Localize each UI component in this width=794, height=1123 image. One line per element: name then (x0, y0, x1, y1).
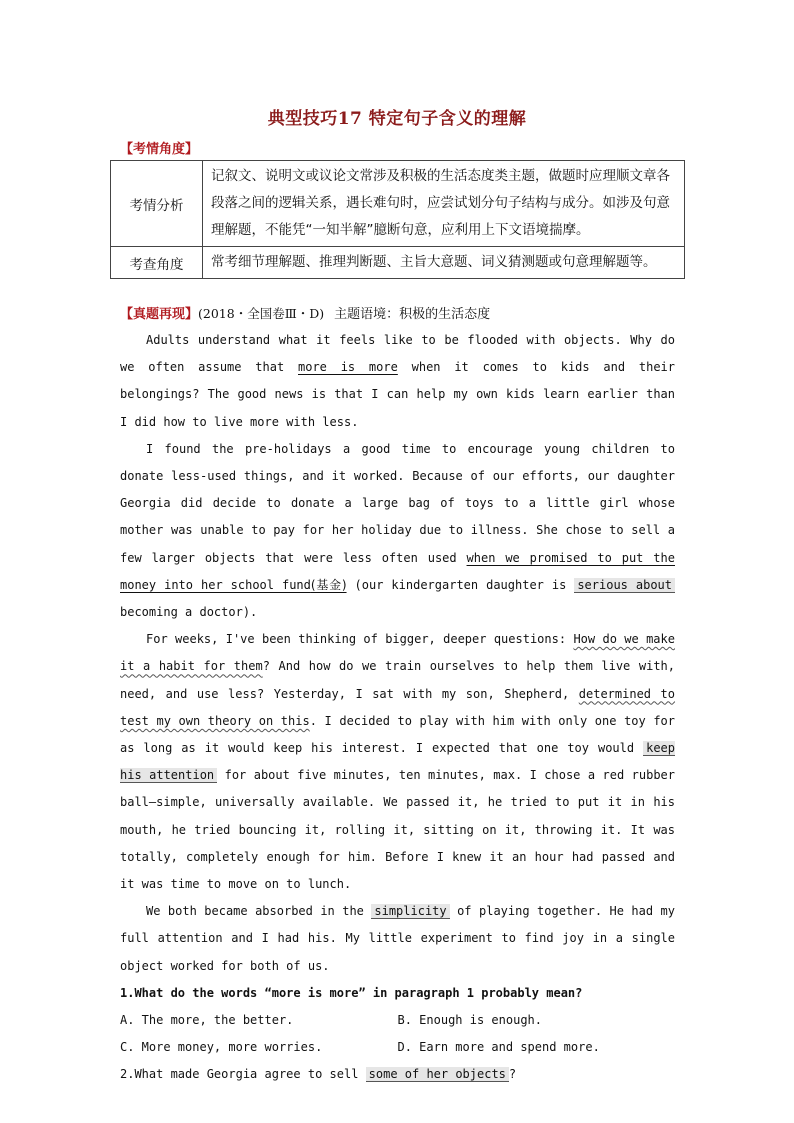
passage (120, 327, 675, 1089)
table-row (111, 247, 685, 279)
option-c: C. More money, more worries. (120, 1040, 323, 1055)
wavy-underlined-phrase: determined to test my own theory on this (120, 686, 676, 728)
wavy-underlined-phrase: How do we make it a habit for them (120, 632, 675, 674)
question-1-options-row (120, 1007, 675, 1034)
highlighted-phrase: some of her objects (366, 1067, 509, 1082)
exam-info-table (110, 160, 685, 279)
paragraph-2: I found the pre-holidays a good time to encourage young children to donate less-used things, and it worked. Because of our efforts, our daughter Georgia did decide to donate a large bag of toys to a little girl whose mother was unable to pay for her holiday due to illness. She chose to sell a few larger objects that were less often used when we promised to put the money into her school fund(基金) (our kindergarten daughter is serious about becoming a doctor). (120, 441, 675, 620)
option-d: D. Earn more and spend more. (397, 1040, 600, 1055)
paragraph-3: For weeks, I've been thinking of bigger, deeper questions: How do we make it a habit for them? And how do we train ourselves to help them live with, need, and use less? Yesterday, I sat with my son, Shepherd, determined to test my own theory on this. I decided to play with him with only one toy for as long as it would keep his interest. I expected that one toy would keep his attention for about five minutes, ten minutes, max. I chose a red rubber ball—simple, universally available. We passed it, he tried to put it in his mouth, he tried bouncing it, rolling it, sitting on it, throwing it. It was totally, completely enough for him. Before I knew it an hour had passed and it was time to move on to lunch. (120, 632, 676, 892)
question-1-options-row (120, 1034, 675, 1061)
chinese-gloss: (基金) (310, 577, 347, 592)
exam-source: (2018・全国卷Ⅲ・D) (198, 306, 325, 321)
highlighted-phrase: keep his attention (120, 741, 675, 783)
theme-context: 主题语境：积极的生活态度 (334, 307, 491, 322)
underlined-phrase: when we promised to put the money into her school fund (120, 550, 675, 592)
paragraph-1: Adults understand what it feels like to be flooded with objects. Why do we often assume that more is more when it comes to kids and their belongings? The good news is that I can help my own kids learn earlier than I did how to live more with less. (120, 333, 676, 429)
section-heading-exam-angle: 【考情角度】 (120, 142, 199, 157)
page-title: 典型技巧17 特定句子含义的理解 (267, 109, 527, 129)
table-row (111, 161, 685, 247)
table-row-label: 考查角度 (111, 247, 203, 279)
table-row-content: 常考细节理解题、推理判断题、主旨大意题、词义猜测题或句意理解题等。 (203, 247, 685, 279)
option-a: A. The more, the better. (120, 1013, 294, 1028)
option-b: B. Enough is enough. (397, 1013, 542, 1028)
paragraph-4: We both became absorbed in the simplicity of playing together. He had my full attention and I had his. My little experiment to find joy in a single object worked for both of us. (120, 904, 675, 973)
table-row-content: 记叙文、说明文或议论文常涉及积极的生活态度类主题，做题时应理顺文章各段落之间的逻辑关系，遇长难句时，应尝试划分句子结构与成分。如涉及句意理解题，不能凭“一知半解”臆断句意，应利用上下文语境揣摩。 (203, 161, 685, 247)
underlined-phrase: more is more (298, 360, 398, 375)
question-1-stem: 1.What do the words “more is more” in paragraph 1 probably mean? (120, 985, 583, 1000)
question-2-stem: 2.What made Georgia agree to sell some of her objects ? (120, 1067, 517, 1082)
highlighted-phrase: simplicity (371, 904, 449, 919)
table-row-label: 考情分析 (111, 161, 203, 247)
section-heading-real-exam (120, 303, 490, 322)
section-label: 【真题再现】 (120, 307, 199, 322)
highlighted-phrase: serious about (574, 578, 675, 593)
